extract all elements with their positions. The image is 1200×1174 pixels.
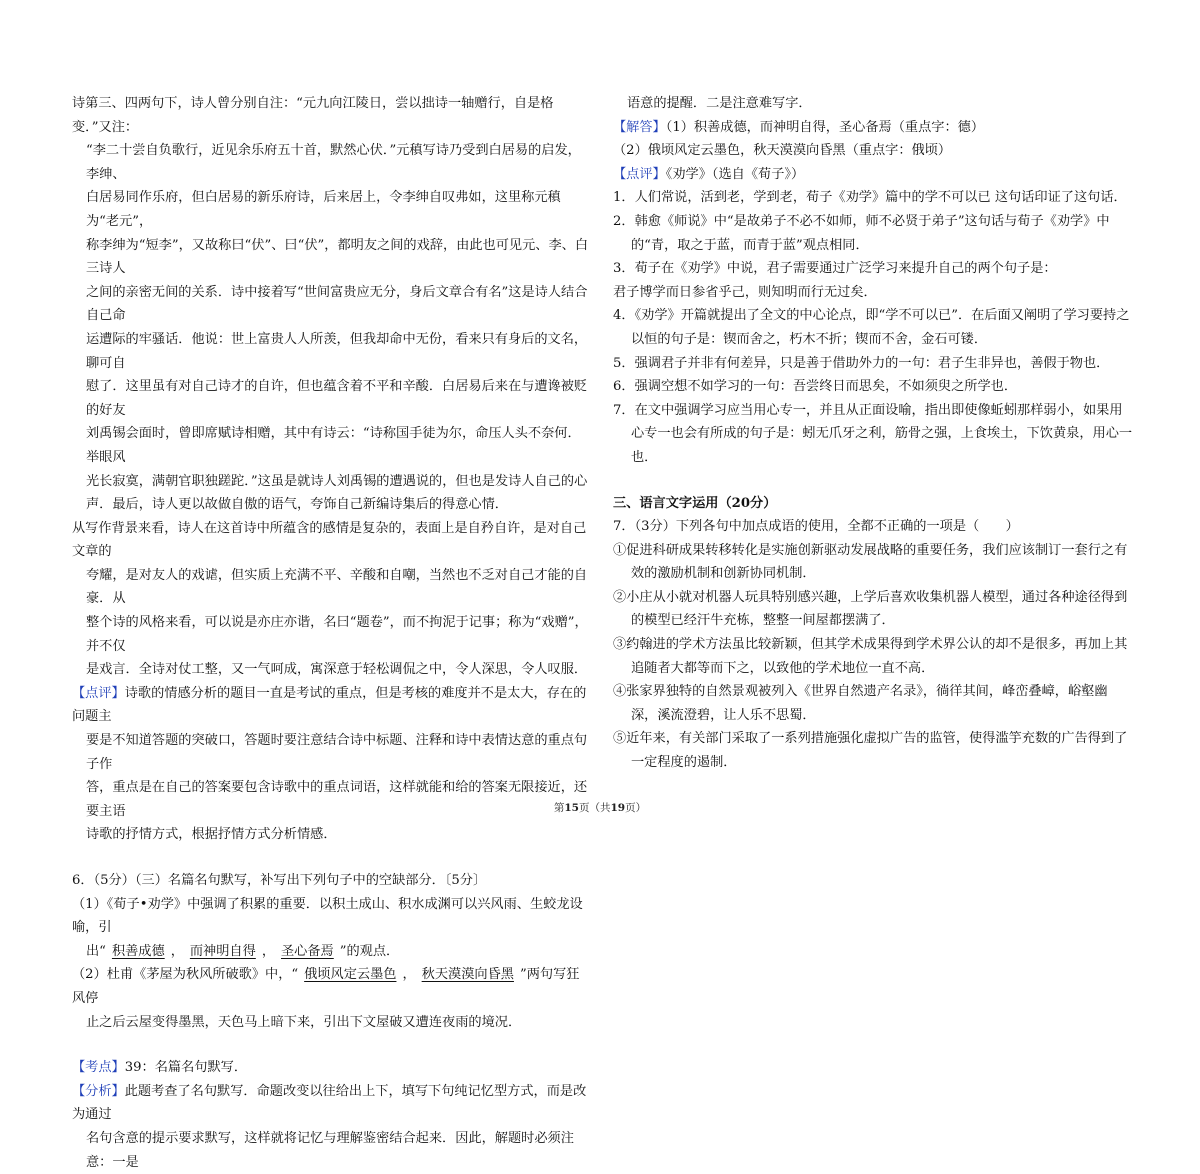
jieda-text: （1）积善成德，而神明自得，圣心备焉（重点字：德） [665,119,985,135]
analysis-paragraph [72,92,592,517]
comment-tag: 【点评】 [72,685,125,701]
text-line: 整个诗的风格来看，可以说是亦庄亦谐，名曰“题卷”，而不拘泥于记事；称为“戏赠”，并不仅 [86,615,588,654]
text-line [72,1080,592,1127]
question-text: ”两句写狂风停 [72,967,580,1006]
footer-text: 第 [553,802,565,814]
text-line: 名句含意的提示要求默写，这样就将记忆与理解鉴密结合起来．因此，解题时必须注意：一是 [86,1130,574,1170]
footer-text: 页） [625,802,647,814]
list-item: 3．荀子在《劝学》中说，君子需要通过广泛学习来提升自己的两个句子是： [613,261,1057,277]
text-line: 称李绅为“短李”，又故称曰“伏”、曰“伏”，都明友之间的戏辞，由此也可见元、李、白三诗人 [86,237,589,277]
page-number: 15 [564,802,579,814]
text-line: 是戏言．全诗对仗工整，又一气呵成，寓深意于轻松调侃之中，令人深思，令人叹服． [86,662,588,678]
list-item: 1．人们常说，活到老，学到老，荀子《劝学》篇中的学不可以已 这句话印证了这句话． [613,190,1127,206]
text-line: 夸耀，是对友人的戏谑，但实质上充满不平、辛酸和自嘲，当然也不乏对自己才能的自豪．从 [86,567,588,607]
text-line: 答，重点是在自己的答案要包含诗歌中的重点词语，这样就能和给的答案无限接近，还要主语 [86,780,588,819]
text-line: 光长寂寞，满朝官职独蹉跎．”这虽是就诗人刘禹锡的遭遇说的，但也是发诗人自己的心 [86,473,588,489]
dianping-tag: 【点评】 [613,166,666,182]
kaodian-text: 39：名篇名句默写． [124,1060,248,1076]
separator: ， [402,967,416,983]
text-line [72,963,592,1010]
background-paragraph [72,517,592,682]
text-line [72,682,592,729]
fenxi-block [72,1080,592,1174]
quanxue-list [613,186,1133,469]
text-line [72,940,592,964]
quote-open: 出“ [86,943,106,959]
text-line: （1）《荀子•劝学》中强调了积累的重要．以积土成山、积水成渊可以兴风雨、生蛟龙设喻，引 [72,896,583,936]
kaodian-block [72,1056,592,1080]
list-item: 5．强调君子并非有何差异，只是善于借助外力的一句：君子生非异也，善假于物也． [613,355,1110,371]
fenxi-tag: 【分析】 [72,1083,125,1099]
total-pages: 19 [610,802,626,814]
answer-blank: 秋天漠漠向昏黑 [421,967,514,983]
option-item: ③约翰进的学术方法虽比较新颖，但其学术成果得到学术界公认的却不是很多，再加上其追随者大都等而下之，以致他的学术地位一直不高． [613,637,1128,676]
question-text: （2）杜甫《茅屋为秋风所破歌》中，“ [72,967,299,983]
list-item: 7．在文中强调学习应当用心专一，并且从正面设喻，指出即使像蚯蚓那样弱小，如果用心专一也会有所成的句子是：蚓无爪牙之利，筋骨之强，上食埃土，下饮黄泉，用心一也． [613,402,1133,465]
list-item: 6．强调空想不如学习的一句：吾尝终日而思矣，不如须臾之所学也． [613,379,1018,395]
option-item: ④张家界独特的自然景观被列入《世界自然遗产名录》，徜徉其间，峰峦叠嶂，峪壑幽深，溪流澄碧，让人乐不思蜀． [613,684,1108,723]
text-line: 诗歌的抒情方式，根据抒情方式分析情感． [86,827,337,843]
list-item: 君子博学而日参省乎己，则知明而行无过矣． [613,284,877,300]
question-title: 7．（3分）下列各句中加点成语的使用，全都不正确的一项是（ ） [613,519,1019,535]
question-title: 6．（5分）（三）名篇名句默写，补写出下列句子中的空缺部分．〔5分〕 [72,873,487,888]
jieda-tag: 【解答】 [613,119,666,135]
kaodian-tag: 【考点】 [72,1060,125,1076]
text-line: 运遭际的牢骚话．他说：世上富贵人人所羡，但我却命中无份，看来只有身后的文名，聊可自 [86,331,588,371]
answer-blank: 而神明自得 [189,943,256,959]
section-heading: 三、语言文字运用（20分） [613,495,777,511]
text-line [72,1056,592,1080]
text-line [613,116,1133,140]
text-line [613,163,1133,187]
comment-block [72,682,592,847]
answer-blank: 圣心备焉 [281,943,334,959]
comment-text: 诗歌的情感分析的题目一直是考试的重点，但是考核的难度并不是太大，存在的问题主 [72,685,587,725]
left-column [72,92,592,1174]
answer-blank: 俄顷风定云墨色 [304,967,397,983]
footer-text: 页（共 [579,802,611,814]
answer-blank: 积善成德 [111,943,165,959]
option-item: ⑤近年来，有关部门采取了一系列措施强化虚拟广告的监管，使得滥竽充数的广告得到了一定程度的遏制． [613,731,1128,771]
text-line: 要是不知道答题的突破口，答题时要注意结合诗中标题、注释和诗中表情达意的重点句子作 [86,733,588,772]
text-line: 慰了．这里虽有对自己诗才的自许，但也蕴含着不平和辛酸．白居易后来在与遭谗被贬的好友 [86,379,588,418]
fenxi-text: 此题考查了名句默写．命题改变以往给出上下，填写下句纯记忆型方式，而是改为通过 [72,1083,587,1123]
right-column [613,92,1133,775]
text-line: 刘禹锡会面时，曾即席赋诗相赠，其中有诗云：“诗称国手徒为尔，命压人头不奈何．举眼风 [86,426,581,465]
dianping-text: 《劝学》（选自《荀子》） [665,166,805,182]
page-footer [0,800,1200,815]
text-line: （2）俄顷风定云墨色，秋天漠漠向昏黑（重点字：俄顷） [613,143,952,159]
question-6 [72,869,592,1034]
separator: ， [170,943,184,959]
text-line: 声．最后，诗人更以故做自傲的语气，夸饰自己新编诗集后的得意心情． [86,497,508,513]
q7-options [613,539,1133,775]
text-line: 白居易同作乐府，但白居易的新乐府诗，后来居上，令李绅自叹弗如，这里称元稹为“老元”， [86,190,561,229]
text-line: 诗第三、四两句下，诗人曾分别自注：“元九向江陵日，尝以拙诗一轴赠行，自是格变．”又注： [72,96,554,135]
separator: ， [261,943,275,959]
option-item: ①促进科研成果转移转化是实施创新驱动发展战略的重要任务，我们应该制订一套行之有效的激励机制和创新协同机制． [613,542,1128,582]
list-item: 4．《劝学》开篇就提出了全文的中心论点，即“学不可以已”．在后面又阐明了学习要持之以恒的句子是：锲而舍之，朽木不折；锲而不舍，金石可镂． [613,308,1130,347]
list-item: 2．韩愈《师说》中“是故弟子不必不如师，师不必贤于弟子”这句话与荀子《劝学》中的“青，取之于蓝，而青于蓝”观点相同． [613,213,1110,253]
text-line: 之间的亲密无间的关系．诗中接着写“世间富贵应无分，身后文章合有名”这是诗人结合自己命 [86,284,588,324]
text-line: 语意的提醒．二是注意难写字． [627,96,812,111]
text-line: 从写作背景来看，诗人在这首诗中所蕴含的感情是复杂的，表面上是自矜自许，是对自己文章的 [72,520,587,560]
quote-close: ”的观点． [339,943,400,959]
text-line: 止之后云屋变得墨黑，天色马上暗下来，引出下文屋破又遭连夜雨的境况． [86,1014,522,1030]
option-item: ②小庄从小就对机器人玩具特别感兴趣，上学后喜欢收集机器人模型，通过各种途径得到的模型已经汗牛充栋，整整一间屋都摆满了． [613,589,1128,629]
text-line: “李二十尝自负歌行，近见余乐府五十首，默然心伏．”元稹写诗乃受到白居易的启发，李绅、 [86,143,581,182]
